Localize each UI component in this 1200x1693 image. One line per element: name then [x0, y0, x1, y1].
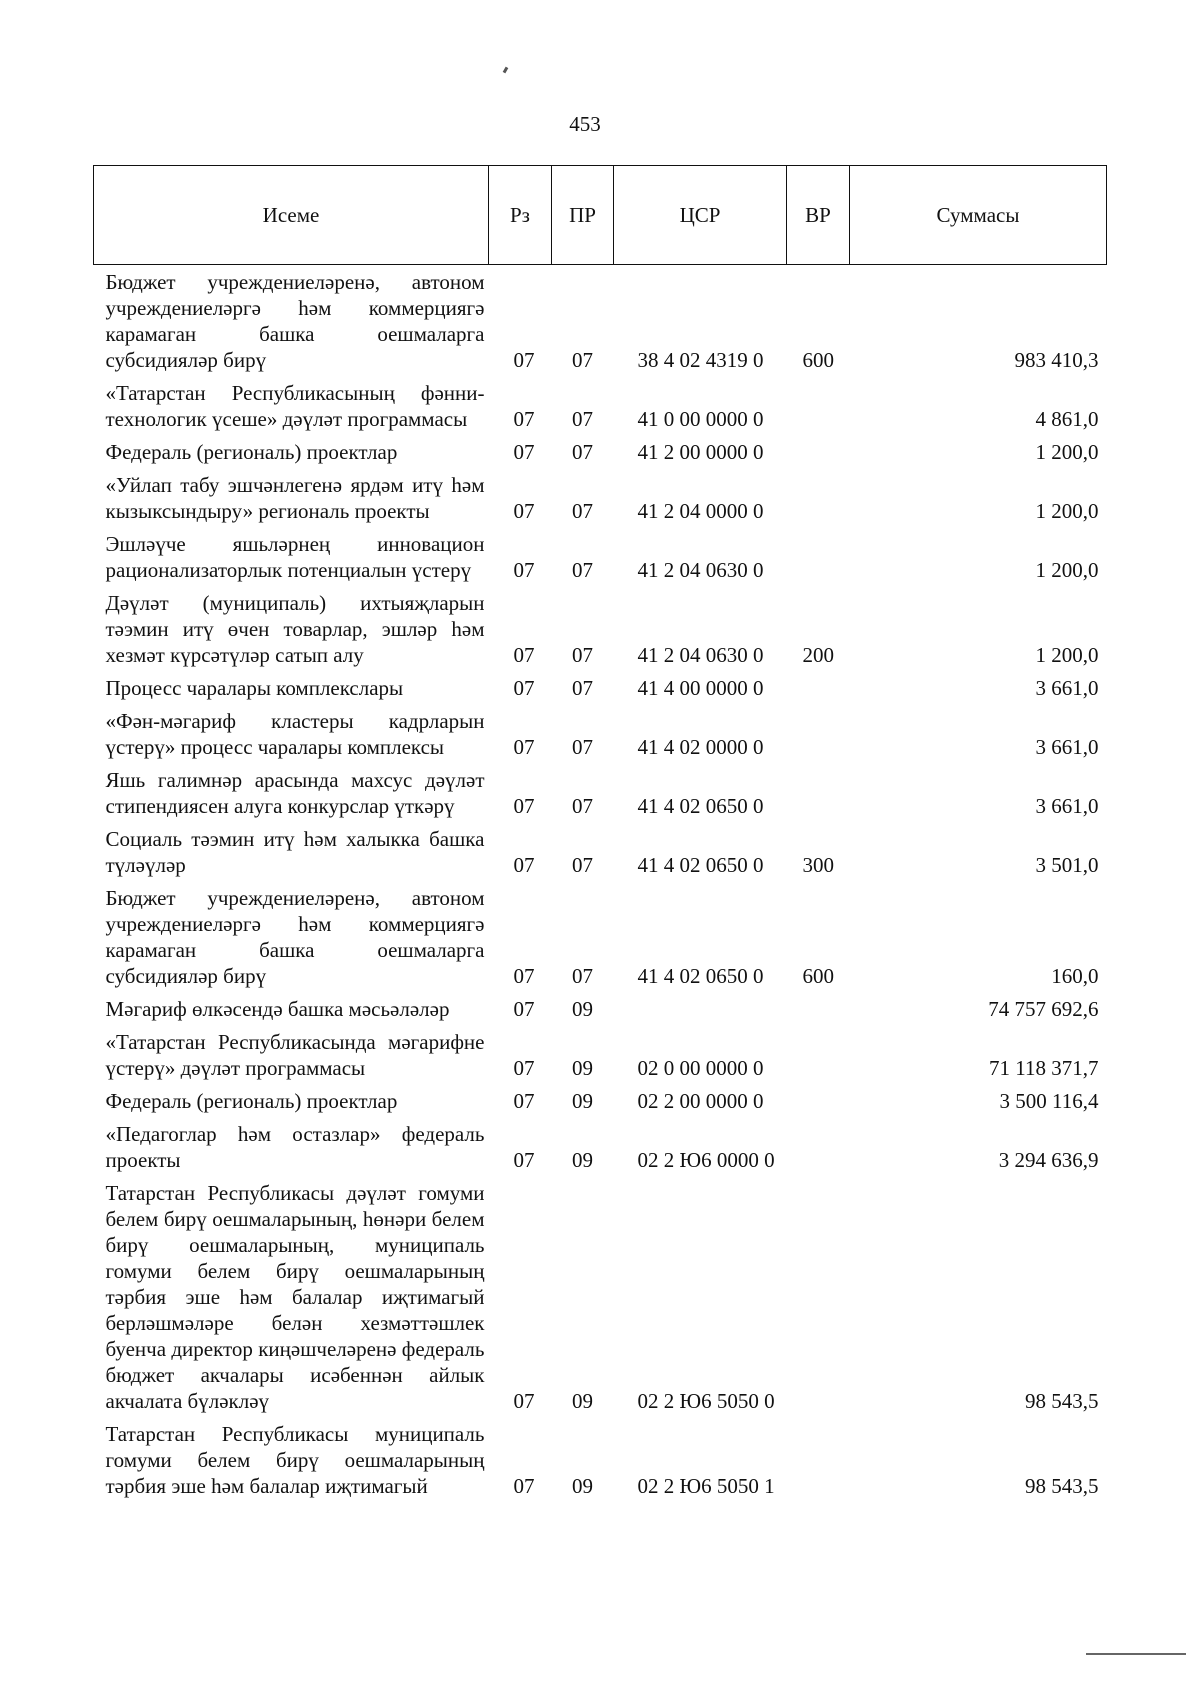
table-row — [94, 468, 1107, 527]
cell-rz: 07 — [513, 853, 535, 877]
table-row — [94, 1417, 1107, 1502]
cell-sum: 983 410,3 — [1014, 348, 1099, 372]
cell-sum: 98 543,5 — [1025, 1474, 1099, 1498]
cell-csr: 41 0 00 0000 0 — [637, 407, 764, 431]
cell-csr: 41 2 04 0630 0 — [637, 643, 764, 667]
cell-rz: 07 — [513, 499, 535, 523]
cell-sum: 3 500 116,4 — [999, 1089, 1099, 1113]
cell-vr — [787, 376, 850, 435]
cell-vr — [787, 527, 850, 586]
cell-name: Федераль (региональ) проектлар — [105, 440, 398, 464]
table-header — [94, 166, 1107, 265]
table-row — [94, 704, 1107, 763]
cell-sum: 1 200,0 — [1035, 499, 1099, 523]
table-row — [94, 881, 1107, 992]
cell-name: Эшләүче яшьләрнең инновацион рационализаторлык потенциалын үстерү — [105, 532, 485, 582]
scan-line — [1086, 1653, 1186, 1655]
cell-name: Мәгариф өлкәсендә башка мәсьәләләр — [105, 997, 450, 1021]
table-row — [94, 1176, 1107, 1417]
cell-vr: 200 — [802, 643, 834, 667]
cell-sum: 1 200,0 — [1035, 643, 1099, 667]
cell-sum: 98 543,5 — [1025, 1389, 1099, 1413]
budget-table — [93, 165, 1107, 1502]
cell-name: Дәүләт (муниципаль) ихтыяҗларын тәэмин итү өчен товарлар, эшләр һәм хезмәт күрсәтүләр сатып алу — [105, 591, 485, 667]
cell-rz: 07 — [513, 735, 535, 759]
cell-csr: 02 2 Ю6 0000 0 — [637, 1148, 775, 1172]
cell-vr: 300 — [802, 853, 834, 877]
cell-rz: 07 — [513, 1148, 535, 1172]
cell-pr: 09 — [572, 1474, 593, 1498]
cell-vr — [787, 671, 850, 704]
cell-vr: 600 — [802, 348, 834, 372]
table-row — [94, 265, 1107, 377]
cell-sum: 4 861,0 — [1035, 407, 1099, 431]
cell-rz: 07 — [513, 407, 535, 431]
table-row — [94, 586, 1107, 671]
cell-name: «Татарстан Республикасының фәнни-технологик үсеше» дәүләт программасы — [105, 381, 485, 431]
cell-csr — [614, 992, 787, 1025]
cell-sum: 3 661,0 — [1035, 794, 1099, 818]
cell-name: «Фән-мәгариф кластеры кадрларын үстерү» процесс чаралары комплексы — [105, 709, 485, 759]
cell-csr: 02 2 00 0000 0 — [637, 1089, 764, 1113]
column-header-vr: ВР — [787, 166, 850, 265]
cell-vr: 600 — [802, 964, 834, 988]
scan-mark — [503, 67, 509, 74]
table-body — [94, 265, 1107, 1503]
column-header-rz: Рз — [489, 166, 552, 265]
cell-csr: 41 4 02 0650 0 — [637, 794, 764, 818]
cell-csr: 41 4 02 0000 0 — [637, 735, 764, 759]
cell-pr: 07 — [572, 853, 593, 877]
cell-csr: 38 4 02 4319 0 — [637, 348, 764, 372]
cell-sum: 1 200,0 — [1035, 558, 1099, 582]
cell-vr — [787, 704, 850, 763]
cell-rz: 07 — [513, 348, 535, 372]
cell-vr — [787, 1417, 850, 1502]
cell-rz: 07 — [513, 1056, 535, 1080]
cell-pr: 09 — [572, 1389, 593, 1413]
cell-sum: 1 200,0 — [1035, 440, 1099, 464]
table-row — [94, 671, 1107, 704]
cell-csr: 41 4 00 0000 0 — [637, 676, 764, 700]
cell-rz: 07 — [513, 676, 535, 700]
cell-pr: 07 — [572, 499, 593, 523]
cell-name: Татарстан Республикасы дәүләт гомуми белем бирү оешмаларының, һөнәри белем бирү оешмаларының, муниципаль гомуми белем бирү оешмаларының тәрбия эше һәм балалар иҗтимагый берләшмәләре белән хезмәттәшлек буенча директор киңәшчеләренә федераль бюджет акчалары исәбеннән айлык акчалата бүләкләү — [105, 1181, 485, 1413]
cell-name: Бюджет учреждениеләренә, автоном учреждениеләргә һәм коммерциягә карамаган башка оешмаларга субсидияләр бирү — [105, 886, 485, 988]
cell-pr: 07 — [572, 643, 593, 667]
cell-name: Яшь галимнәр арасында махсус дәүләт стипендиясен алуга конкурслар үткәрү — [105, 768, 485, 818]
cell-rz: 07 — [513, 643, 535, 667]
cell-rz: 07 — [513, 794, 535, 818]
cell-name: «Уйлап табу эшчәнлегенә ярдәм итү һәм кызыксындыру» региональ проекты — [105, 473, 485, 523]
cell-pr: 07 — [572, 440, 593, 464]
cell-csr: 41 2 04 0630 0 — [637, 558, 764, 582]
cell-name: «Татарстан Республикасында мәгарифне үстерү» дәүләт программасы — [105, 1030, 485, 1080]
cell-name: Татарстан Республикасы муниципаль гомуми белем бирү оешмаларының тәрбия эше һәм балалар иҗтимагый — [105, 1422, 485, 1498]
cell-name: Социаль тәэмин итү һәм халыкка башка түләүләр — [105, 827, 485, 877]
cell-vr — [787, 468, 850, 527]
table-row — [94, 992, 1107, 1025]
page-number: 453 — [569, 112, 601, 136]
cell-csr: 41 2 04 0000 0 — [637, 499, 764, 523]
cell-pr: 07 — [572, 558, 593, 582]
cell-csr: 41 4 02 0650 0 — [637, 853, 764, 877]
cell-rz: 07 — [513, 1089, 535, 1113]
cell-name: Бюджет учреждениеләренә, автоном учреждениеләргә һәм коммерциягә карамаган башка оешмаларга субсидияләр бирү — [105, 270, 485, 372]
table-row — [94, 527, 1107, 586]
cell-csr: 41 4 02 0650 0 — [637, 964, 764, 988]
cell-sum: 160,0 — [1051, 964, 1099, 988]
cell-csr: 41 2 00 0000 0 — [637, 440, 764, 464]
cell-pr: 07 — [572, 348, 593, 372]
cell-rz: 07 — [513, 440, 535, 464]
table-row — [94, 1025, 1107, 1084]
cell-pr: 07 — [572, 676, 593, 700]
cell-sum: 74 757 692,6 — [988, 997, 1099, 1021]
cell-pr: 09 — [572, 997, 593, 1021]
cell-rz: 07 — [513, 997, 535, 1021]
cell-csr: 02 2 Ю6 5050 1 — [637, 1474, 775, 1498]
cell-sum: 3 294 636,9 — [998, 1148, 1099, 1172]
table-row — [94, 376, 1107, 435]
cell-name: Федераль (региональ) проектлар — [105, 1089, 398, 1113]
cell-sum: 3 661,0 — [1035, 676, 1099, 700]
cell-vr — [787, 1084, 850, 1117]
cell-rz: 07 — [513, 1389, 535, 1413]
cell-rz: 07 — [513, 1474, 535, 1498]
column-header-name: Исеме — [94, 166, 489, 265]
table-row — [94, 822, 1107, 881]
cell-pr: 07 — [572, 964, 593, 988]
cell-vr — [787, 1176, 850, 1417]
table-row — [94, 1117, 1107, 1176]
cell-rz: 07 — [513, 964, 535, 988]
column-header-pr: ПР — [552, 166, 614, 265]
table-row — [94, 1084, 1107, 1117]
column-header-sum: Суммасы — [850, 166, 1107, 265]
cell-name: Процесс чаралары комплекслары — [105, 676, 404, 700]
cell-sum: 3 501,0 — [1035, 853, 1099, 877]
cell-vr — [787, 763, 850, 822]
cell-pr: 07 — [572, 735, 593, 759]
cell-sum: 3 661,0 — [1035, 735, 1099, 759]
cell-pr: 09 — [572, 1148, 593, 1172]
cell-vr — [787, 435, 850, 468]
cell-csr: 02 0 00 0000 0 — [637, 1056, 764, 1080]
cell-pr: 09 — [572, 1056, 593, 1080]
cell-rz: 07 — [513, 558, 535, 582]
cell-pr: 09 — [572, 1089, 593, 1113]
cell-pr: 07 — [572, 794, 593, 818]
table-row — [94, 763, 1107, 822]
cell-vr — [787, 1117, 850, 1176]
cell-vr — [787, 992, 850, 1025]
cell-name: «Педагоглар һәм остазлар» федераль проекты — [105, 1122, 485, 1172]
cell-pr: 07 — [572, 407, 593, 431]
cell-vr — [787, 1025, 850, 1084]
table-row — [94, 435, 1107, 468]
column-header-csr: ЦСР — [614, 166, 787, 265]
cell-sum: 71 118 371,7 — [989, 1056, 1099, 1080]
cell-csr: 02 2 Ю6 5050 0 — [637, 1389, 775, 1413]
